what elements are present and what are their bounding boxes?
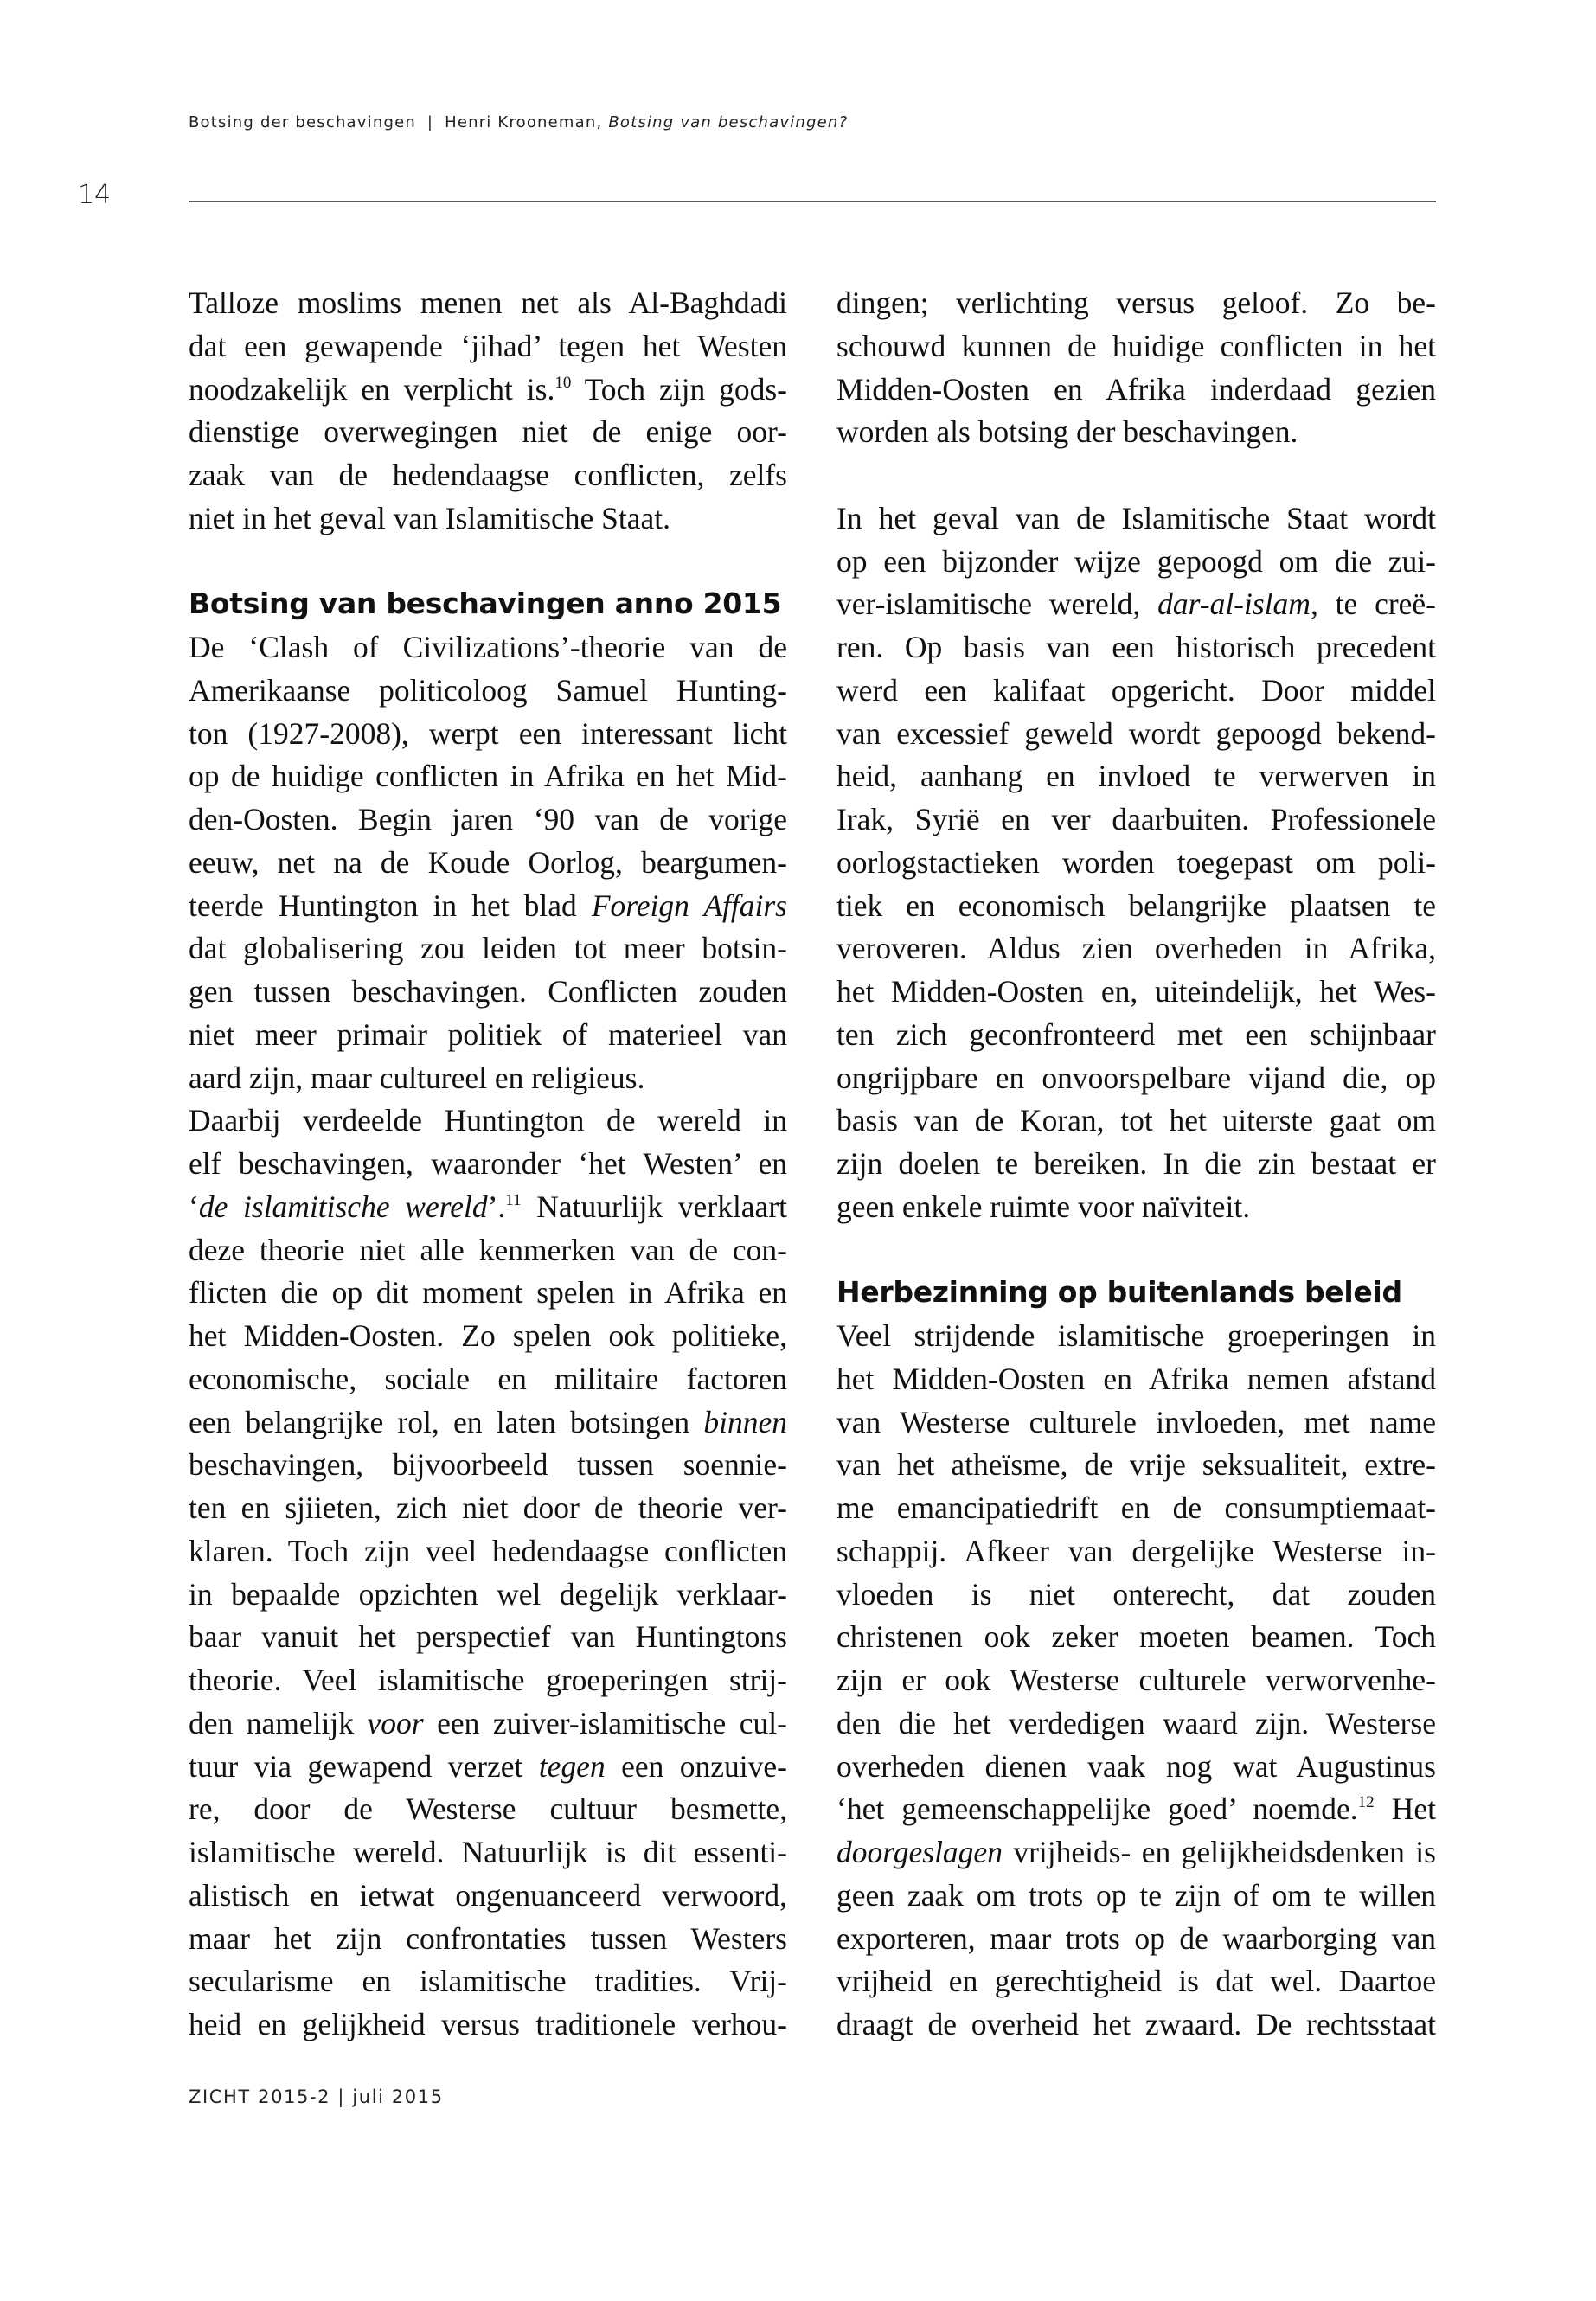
section-heading: Botsing van beschavingen anno 2015 [189, 586, 782, 621]
body-text-line [189, 410, 787, 453]
text-segment: ‘het gemeenschappelijke goed’ noemde. [836, 1791, 1358, 1827]
text-segment: ver-islamitische wereld, [836, 586, 1158, 622]
text-segment: ‘ [189, 1189, 199, 1224]
body-text-line [189, 1314, 787, 1357]
text-segment: baar vanuit het perspectief van Huntingtons [189, 1619, 787, 1655]
footnote-ref: 12 [1357, 1793, 1375, 1812]
body-text-line [836, 841, 1436, 884]
body-text-line [189, 1959, 787, 2003]
body-text-line [189, 1271, 787, 1314]
text-segment: den die het verdedigen waard zijn. Westerse [836, 1705, 1436, 1740]
body-text-line [836, 1874, 1436, 1917]
body-text-line [836, 1615, 1436, 1658]
body-text-line [836, 669, 1436, 712]
body-text-line [189, 368, 787, 411]
body-text-line [836, 926, 1436, 970]
body-text-line [189, 1615, 787, 1658]
text-segment: vloeden is niet onterecht, dat zouden [836, 1576, 1436, 1612]
body-text-line [189, 324, 787, 368]
body-text-line [189, 1056, 787, 1099]
text-segment: veroveren. Aldus zien overheden in Afrika, [836, 931, 1436, 966]
body-text-line [836, 1013, 1436, 1056]
body-text-line [189, 1013, 787, 1056]
text-segment: De ‘Clash of Civilizations’-theorie van de [189, 630, 787, 664]
body-text-line [836, 754, 1436, 798]
body-text-line [836, 1830, 1436, 1874]
page-number: 14 [78, 180, 112, 210]
body-text-line [189, 1658, 787, 1702]
text-segment: Het [1374, 1791, 1436, 1827]
body-text-line [836, 1787, 1436, 1830]
body-text-line [189, 1443, 787, 1486]
body-text-line [836, 1056, 1436, 1099]
text-segment: den-Oosten. Begin jaren ‘90 van de vorige [189, 802, 787, 836]
text-segment: secularisme en islamitische tradities. Vrij- [189, 1964, 787, 1999]
body-text-line [189, 884, 787, 927]
body-text-line [836, 368, 1436, 411]
italic-text: de islamitische wereld [198, 1189, 488, 1224]
body-text-line [189, 669, 787, 712]
text-segment: noodzakelijk en verplicht is. [189, 371, 555, 407]
text-segment: zaak van de hedendaagse conflicten, zelfs [189, 458, 787, 492]
body-text-line [836, 582, 1436, 625]
body-text-line [836, 1573, 1436, 1616]
text-segment: ton (1927-2008), werpt een interessant licht [189, 715, 787, 751]
text-segment: Toch zijn gods- [571, 371, 787, 407]
text-segment: Midden-Oosten en Afrika inderdaad gezien [836, 371, 1436, 407]
text-segment: werd een kalifaat opgericht. Door middel [836, 672, 1436, 708]
text-segment: deze theorie niet alle kenmerken van de con- [189, 1232, 787, 1267]
body-text-line [189, 1185, 787, 1228]
text-segment: exporteren, maar trots op de waarborging van [836, 1920, 1436, 1956]
header-rule [189, 201, 1436, 202]
text-segment: een zuiver-islamitische cul- [423, 1705, 787, 1740]
text-segment: een belangrijke rol, en laten botsingen [189, 1404, 704, 1439]
body-text-line [189, 1228, 787, 1272]
text-segment: ren. Op basis van een historisch precedent [836, 630, 1436, 664]
text-segment: christenen ook zeker moeten beamen. Toch [836, 1619, 1436, 1655]
text-segment: Veel strijdende islamitische groeperingen in [836, 1318, 1436, 1353]
body-text-line [836, 497, 1436, 540]
text-segment: Talloze moslims menen net als Al-Baghdadi [189, 285, 787, 320]
text-segment: eeuw, net na de Koude Oorlog, beargumen- [189, 844, 787, 880]
body-text-line [836, 1959, 1436, 2003]
body-text-line [189, 1874, 787, 1917]
body-text-line [189, 970, 787, 1013]
text-segment: dingen; verlichting versus geloof. Zo be- [836, 285, 1436, 320]
text-segment: schappij. Afkeer van dergelijke Westerse in- [836, 1533, 1436, 1568]
text-segment: van excessief geweld wordt gepoogd bekend- [836, 715, 1436, 751]
text-segment: het Midden-Oosten en Afrika nemen afstand [836, 1361, 1436, 1396]
text-segment: Amerikaanse politicoloog Samuel Hunting- [189, 672, 787, 708]
text-segment: re, door de Westerse cultuur besmette, [189, 1791, 787, 1827]
text-segment: vrijheids- en gelijkheidsdenken is [1002, 1835, 1436, 1869]
text-segment: theorie. Veel islamitische groeperingen strij- [189, 1663, 787, 1697]
italic-text: doorgeslagen [836, 1835, 1003, 1869]
running-head-separator: | [426, 113, 434, 131]
text-segment: niet in het geval van Islamitische Staat. [189, 500, 670, 535]
text-segment: dat globalisering zou leiden tot meer botsin- [189, 931, 787, 966]
italic-text: voor [367, 1705, 424, 1740]
text-segment: gen tussen beschavingen. Conflicten zouden [189, 974, 787, 1009]
body-text-line [189, 1400, 787, 1444]
body-text-line [836, 884, 1436, 927]
text-segment: alistisch en ietwat ongenuanceerd verwoord, [189, 1877, 787, 1913]
text-segment: geen enkele ruimte voor naïviteit. [836, 1189, 1251, 1224]
italic-text: tegen [538, 1748, 606, 1784]
body-text-line [189, 1787, 787, 1830]
text-segment: tiek en economisch belangrijke plaatsen te [836, 888, 1436, 923]
body-text-line [836, 970, 1436, 1013]
body-text-line [836, 1486, 1436, 1529]
text-segment: tuur via gewapend verzet [189, 1748, 539, 1784]
body-text-line [189, 1486, 787, 1529]
body-text-line [189, 497, 787, 540]
text-segment: ten zich geconfronteerd met een schijnbaar [836, 1016, 1436, 1052]
body-text-line [189, 2003, 787, 2046]
running-head-article-title: Botsing van beschavingen? [608, 113, 849, 131]
body-text-line [189, 1917, 787, 1960]
body-text-line [836, 798, 1436, 841]
text-segment: niet meer primair politiek of materieel van [189, 1016, 787, 1052]
text-segment: zijn er ook Westerse culturele verworvenhe- [836, 1663, 1436, 1697]
text-segment: overheden dienen vaak nog wat Augustinus [836, 1748, 1436, 1784]
text-segment: me emancipatiedrift en de consumptiemaat- [836, 1490, 1436, 1525]
body-text-line [189, 1142, 787, 1185]
body-text-line [189, 712, 787, 755]
text-segment: maar het zijn confrontaties tussen Westers [189, 1920, 787, 1956]
body-text-line [189, 798, 787, 841]
text-segment: den namelijk [189, 1705, 368, 1740]
text-segment: klaren. Toch zijn veel hedendaagse conflicten [189, 1533, 787, 1568]
running-head-author: Henri Krooneman, [445, 113, 603, 131]
body-text-line [836, 1529, 1436, 1573]
body-text-line [836, 281, 1436, 324]
body-text-line [836, 1314, 1436, 1357]
text-segment: een onzuive- [605, 1748, 787, 1784]
text-segment: Daarbij verdeelde Huntington de wereld in [189, 1103, 787, 1138]
text-segment: dienstige overwegingen niet de enige oor- [189, 414, 787, 450]
text-segment: op de huidige conflicten in Afrika en het Mid- [189, 759, 787, 794]
body-text-line [189, 1357, 787, 1400]
text-segment: teerde Huntington in het blad [189, 888, 592, 923]
body-text-line [189, 1830, 787, 1874]
text-segment: elf beschavingen, waaronder ‘het Westen’ en [189, 1146, 787, 1181]
footnote-ref: 11 [505, 1190, 522, 1209]
body-text-line [189, 841, 787, 884]
body-text-line [836, 1142, 1436, 1185]
body-text-line [189, 1529, 787, 1573]
text-segment: draagt de overheid het zwaard. De rechtsstaat [836, 2007, 1436, 2041]
text-segment: basis van de Koran, tot het uiterste gaat om [836, 1103, 1436, 1138]
text-segment: op een bijzonder wijze gepoogd om die zui- [836, 543, 1436, 579]
body-text-line [836, 540, 1436, 583]
footnote-ref: 10 [554, 373, 572, 392]
body-text-line [836, 1917, 1436, 1960]
text-segment: oorlogstactieken worden toegepast om poli- [836, 844, 1436, 880]
text-segment: het Midden-Oosten. Zo spelen ook politieke, [189, 1318, 787, 1353]
body-text-line [836, 410, 1436, 453]
body-text-line [836, 1702, 1436, 1745]
text-segment: zijn doelen te bereiken. In die zin bestaat er [836, 1146, 1436, 1181]
body-text-line [836, 1099, 1436, 1142]
text-segment: In het geval van de Islamitische Staat wordt [836, 500, 1436, 535]
text-segment: worden als botsing der beschavingen. [836, 414, 1298, 450]
text-segment: het Midden-Oosten en, uiteindelijk, het Wes- [836, 974, 1436, 1009]
text-segment: in bepaalde opzichten wel degelijk verklaar- [189, 1576, 787, 1612]
text-segment: flicten die op dit moment spelen in Afrika en [189, 1275, 787, 1311]
text-segment: Irak, Syrië en ver daarbuiten. Professionele [836, 802, 1436, 836]
body-text-line [836, 1400, 1436, 1444]
text-segment: van het atheïsme, de vrije seksualiteit, extre- [836, 1447, 1436, 1483]
italic-text: Foreign Affairs [591, 888, 787, 923]
italic-text: binnen [703, 1404, 787, 1439]
text-segment: Natuurlijk verklaart [521, 1189, 788, 1224]
running-head-section: Botsing der beschavingen [189, 113, 416, 131]
body-text-line [836, 1185, 1436, 1228]
body-text-line [189, 1702, 787, 1745]
body-text-line [836, 1357, 1436, 1400]
body-text-line [836, 625, 1436, 669]
body-text-line [836, 1745, 1436, 1788]
text-segment: schouwd kunnen de huidige conflicten in het [836, 328, 1436, 363]
body-text-line [189, 1573, 787, 1616]
text-segment: economische, sociale en militaire factoren [189, 1361, 787, 1396]
text-segment: vrijheid en gerechtigheid is dat wel. Daartoe [836, 1964, 1436, 1999]
text-segment: beschavingen, bijvoorbeeld tussen soennie- [189, 1447, 787, 1483]
italic-text: dar-al-islam [1157, 586, 1311, 622]
text-segment: , te creë- [1310, 586, 1436, 622]
body-text-line [189, 625, 787, 669]
body-text-line [189, 1099, 787, 1142]
text-segment: aard zijn, maar cultureel en religieus. [189, 1060, 645, 1095]
text-segment: dat een gewapende ‘jihad’ tegen het Westen [189, 328, 787, 363]
text-segment: islamitische wereld. Natuurlijk is dit essenti- [189, 1835, 787, 1869]
text-segment: geen zaak om trots op te zijn of om te willen [836, 1877, 1436, 1913]
body-text-line [189, 453, 787, 497]
body-text-line [836, 1658, 1436, 1702]
text-segment: van Westerse culturele invloeden, met name [836, 1404, 1436, 1439]
text-segment: ten en sjiieten, zich niet door de theorie ver- [189, 1490, 787, 1525]
body-text-line [836, 324, 1436, 368]
text-segment: heid en gelijkheid versus traditionele verhou- [189, 2007, 787, 2041]
text-segment: ongrijpbare en onvoorspelbare vijand die, op [836, 1060, 1436, 1095]
section-heading: Herbezinning op buitenlands beleid [836, 1275, 1402, 1310]
body-text-line [836, 2003, 1436, 2046]
text-segment: heid, aanhang en invloed te verwerven in [836, 759, 1436, 794]
body-text-line [189, 754, 787, 798]
body-text-line [836, 712, 1436, 755]
body-text-line [836, 1443, 1436, 1486]
text-segment: ’. [487, 1189, 506, 1224]
body-text-line [189, 1745, 787, 1788]
running-head [189, 113, 848, 131]
body-text-line [189, 926, 787, 970]
footer-issue-info: ZICHT 2015-2 | juli 2015 [189, 2086, 444, 2107]
body-text-line [189, 281, 787, 324]
